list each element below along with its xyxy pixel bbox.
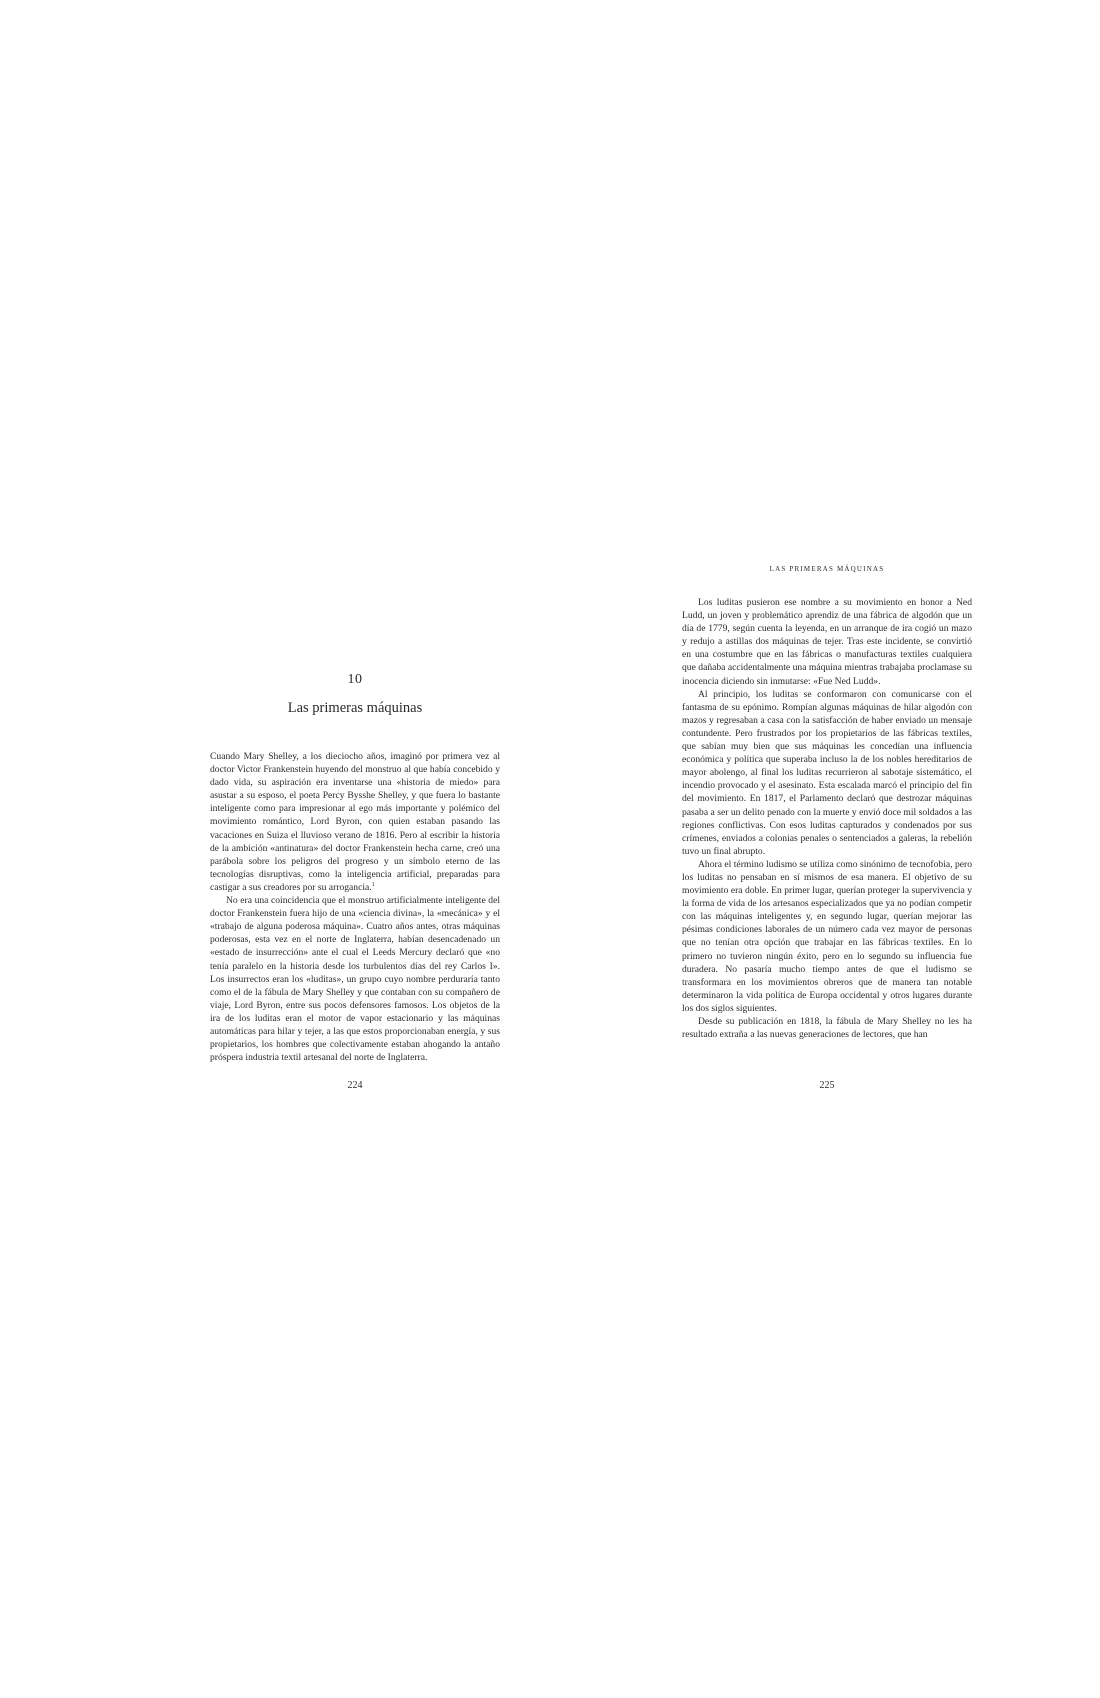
left-page — [120, 560, 586, 1100]
chapter-title: Las primeras máquinas — [287, 700, 423, 716]
left-body-text — [210, 750, 500, 1064]
chapter-number: 10 — [347, 672, 363, 687]
right-page — [592, 560, 1058, 1100]
footnote-mark: 1 — [371, 881, 375, 888]
left-paragraph-2: No era una coincidencia que el monstruo artificialmente inteligente del doctor Frankenstein fuera hijo de una «ciencia divina», la «mecánica» y el «trabajo de alguna poderosa máquina». Cuatro años antes, otras máquinas poderosas, esta vez en el norte de Inglaterra, habían desencadenado un «estado de insurrección» ante el cual el Leeds Mercury declaró que «no tenía paralelo en la historia desde los turbulentos días del rey Carlos I». Los insurrectos eran los «luditas», un grupo cuyo nombre perduraría tanto como el de la fábula de Mary Shelley y que contaban con su compañero de viaje, Lord Byron, entre sus pocos defensores famosos. Los objetos de la ira de los luditas eran el motor de vapor estacionario y las máquinas automáticas para hilar y tejer, a las que estos proporcionaban energía, y sus propietarios, los hombres que colectivamente estaban ahogando la antaño próspera industria textil artesanal del norte de Inglaterra. — [210, 895, 500, 1064]
running-head: LAS PRIMERAS MÁQUINAS — [769, 565, 885, 573]
right-paragraph-3: Ahora el término ludismo se utiliza como sinónimo de tecnofobia, pero los luditas no pensaban en sí mismos de esa manera. El objetivo de su movimiento era doble. En primer lugar, querían proteger la supervivencia y la forma de vida de los artesanos especializados que ya no podían competir con las máquinas inteligentes y, en segundo lugar, querían mejorar las pésimas condiciones laborales de un número cada vez mayor de personas que no tenían otra opción que trabajar en las fábricas textiles. En lo primero no tuvieron ningún éxito, pero en lo segundo su influencia fue duradera. No pasaría mucho tiempo antes de que el ludismo se transformara en los movimientos obreros que de manera tan notable determinaron la vida política de Europa occidental y otros lugares durante los dos siglos siguientes. — [682, 858, 972, 1014]
right-body-text — [682, 596, 972, 1041]
right-paragraph-4: Desde su publicación en 1818, la fábula de Mary Shelley no les ha resultado extraña a las nuevas generaciones de lectores, que han — [682, 1016, 972, 1041]
right-paragraph-1: Los luditas pusieron ese nombre a su movimiento en honor a Ned Ludd, un joven y problemático aprendiz de una fábrica de algodón que un día de 1779, según cuenta la leyenda, en un arranque de ira cogió un mazo y redujo a astillas dos máquinas de tejer. Tras este incidente, se convirtió en una costumbre que en las fábricas o manufacturas textiles cualquiera que dañaba accidentalmente una máquina mientras trabajaba proclamase su inocencia diciendo sin inmutarse: «Fue Ned Ludd». — [682, 597, 972, 687]
page-number-right: 225 — [819, 1080, 835, 1091]
page-number-left: 224 — [347, 1080, 363, 1091]
left-paragraph-1: Cuando Mary Shelley, a los dieciocho años, imaginó por primera vez al doctor Victor Frankenstein huyendo del monstruo al que había concebido y dado vida, su aspiración era inventarse una «historia de miedo» para asustar a su esposo, el poeta Percy Bysshe Shelley, y que fuera lo bastante inteligente como para impresionar al ego más importante y polémico del movimiento romántico, Lord Byron, con quien estaban pasando las vacaciones en Suiza el lluvioso verano de 1816. Pero al escribir la historia de la ambición «antinatura» del doctor Frankenstein hecha carne, creó una parábola sobre los peligros del progreso y un símbolo eterno de las tecnologías disruptivas, como la inteligencia artificial, preparadas para castigar a sus creadores por su arrogancia.$^1$ — [210, 751, 500, 893]
right-paragraph-2: Al principio, los luditas se conformaron con comunicarse con el fantasma de su epónimo. Rompían algunas máquinas de hilar algodón con mazos y regresaban a casa con la satisfacción de haber enviado un mensaje contundente. Pero frustrados por los propietarios de las fábricas textiles, que sabían muy bien que sus máquinas les concedían una influencia económica y política que superaba incluso la de los nobles hereditarios de mayor abolengo, al final los luditas recurrieron al sabotaje sistemático, el incendio provocado y el asesinato. Esta escalada marcó el principio del fin del movimiento. En 1817, el Parlamento declaró que destrozar máquinas pasaba a ser un delito penado con la muerte y envió doce mil soldados a las regiones conflictivas. Con esos luditas capturados y condenados por sus crímenes, enviados a colonias penales o sentenciados a galeras, la rebelión tuvo un final abrupto. — [682, 688, 972, 857]
